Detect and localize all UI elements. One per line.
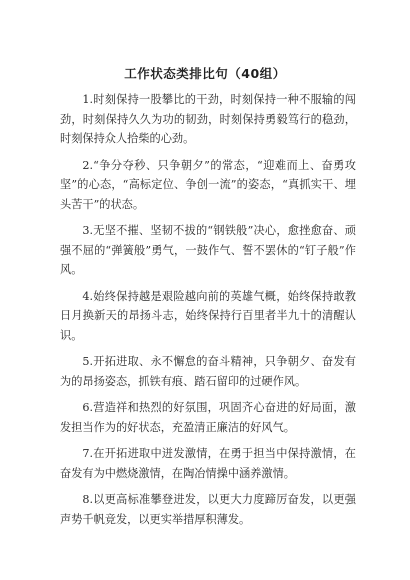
paragraph-3: 3.无坚不摧、坚韧不拔的“钢铁般”决心，愈挫愈奋、顽强不屈的“弹簧般”勇气，一鼓作气、誓不罢休的“钉子般”作风。 (60, 224, 356, 276)
document-title: 工作状态类排比句（40组） (124, 66, 286, 81)
paragraph-1: 1.时刻保持一股攀比的干劲，时刻保持一种不服输的闯劲，时刻保持久久为功的韧劲，时刻保持勇毅笃行的稳劲，时刻保持众人拾柴的心劲。 (60, 93, 356, 145)
paragraph-5: 5.开拓进取、永不懈怠的奋斗精神，只争朝夕、奋发有为的昂扬姿态，抓铁有痕、踏石留印的过硬作风。 (60, 355, 356, 388)
paragraph-4: 4.始终保持越是艰险越向前的英雄气概，始终保持敢教日月换新天的昂扬斗志，始终保持行百里者半九十的清醒认识。 (60, 289, 356, 342)
paragraph-2: 2.“争分夺秒、只争朝夕”的常态，“迎难而上、奋勇攻坚”的心态，“高标定位、争创一流”的姿态，“真抓实干、埋头苦干”的状态。 (60, 158, 356, 211)
document-body (60, 90, 356, 536)
paragraph-7: 7.在开拓进取中迸发激情，在勇于担当中保持激情，在奋发有为中燃烧激情，在陶冶情操中涵养激情。 (60, 447, 356, 480)
paragraph-8: 8.以更高标准攀登进发，以更大力度蹄厉奋发，以更强声势千帆竞发，以更实举措厚积薄发。 (60, 493, 356, 526)
paragraph-6: 6.营造祥和热烈的好氛围，巩固齐心奋进的好局面，激发担当作为的好状态，充盈清正廉洁的好风气。 (60, 401, 356, 434)
